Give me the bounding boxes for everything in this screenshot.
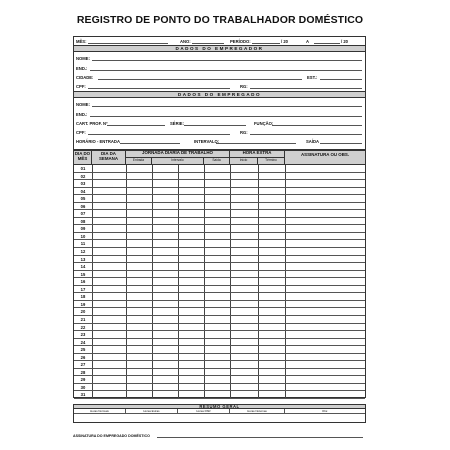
day-number: 28 (80, 369, 86, 375)
horario-entrada-label: HORÁRIO - ENTRADA (76, 139, 120, 144)
table-row[interactable] (74, 195, 365, 203)
day-number: 13 (80, 256, 86, 262)
table-row[interactable] (74, 301, 365, 309)
resumo-horas-normais: Horas Normais (74, 409, 126, 414)
employer-est-field[interactable] (320, 79, 362, 80)
col-saida: Saída (204, 158, 230, 165)
table-row[interactable] (74, 240, 365, 248)
day-number: 30 (80, 384, 86, 390)
mes-field[interactable] (88, 43, 168, 44)
table-row[interactable] (74, 331, 365, 339)
day-number: 04 (80, 188, 86, 194)
table-row[interactable] (74, 173, 365, 181)
day-number: 14 (80, 264, 86, 270)
day-number: 31 (80, 392, 86, 398)
table-row[interactable] (74, 248, 365, 256)
table-row[interactable] (74, 316, 365, 324)
day-number: 15 (80, 271, 86, 277)
employee-funcao-label: FUNÇÃO: (254, 121, 274, 126)
employee-cpf-label: CPF: (76, 130, 86, 135)
day-number: 26 (80, 354, 86, 360)
employee-rg-label: RG: (240, 130, 248, 135)
day-number: 21 (80, 316, 86, 322)
employee-serie-label: SÉRIE: (170, 121, 184, 126)
employer-rg-label: RG: (240, 84, 248, 89)
period-start-field[interactable] (252, 43, 280, 44)
table-row[interactable] (74, 218, 365, 226)
table-row[interactable] (74, 369, 365, 377)
daily-table (73, 150, 366, 398)
day-number: 23 (80, 332, 86, 338)
table-row[interactable] (74, 293, 365, 301)
employer-cpf-field[interactable] (88, 88, 230, 89)
col-dia-semana: DIA DA SEMANA (92, 151, 126, 165)
employee-end-label: END.: (76, 112, 88, 117)
resumo-horas-extras: Horas Extras (126, 409, 178, 414)
table-row[interactable] (74, 263, 365, 271)
table-row[interactable] (74, 391, 365, 399)
day-number: 06 (80, 203, 86, 209)
col-inicio: Início (230, 158, 258, 165)
employer-heading: DADOS DO EMPREGADOR (74, 45, 365, 52)
period-end-field[interactable] (314, 43, 340, 44)
employee-cart-label: CART. PROF. Nº (76, 121, 108, 126)
signature-field[interactable] (157, 437, 363, 438)
table-row[interactable] (74, 180, 365, 188)
resumo-obs: Obs: (285, 409, 365, 414)
intervalo-label: INTERVALO: (194, 139, 220, 144)
employer-cidade-field[interactable] (98, 79, 302, 80)
table-row[interactable] (74, 233, 365, 241)
employee-heading: DADOS DO EMPREGADO (74, 91, 365, 98)
signature-row (73, 434, 150, 438)
resumo-horas-noturnas: Horas Noturnas (230, 409, 285, 414)
table-row[interactable] (74, 376, 365, 384)
resumo-horas-dsr: Horas DSR (178, 409, 230, 414)
employee-nome-label: NOME: (76, 102, 90, 107)
form-title: REGISTRO DE PONTO DO TRABALHADOR DOMÉSTICO (76, 14, 364, 26)
day-number: 27 (80, 362, 86, 368)
day-rows (74, 165, 365, 399)
employer-end-field[interactable] (90, 70, 362, 71)
table-row[interactable] (74, 271, 365, 279)
table-row[interactable] (74, 286, 365, 294)
employer-end-label: END.: (76, 66, 88, 71)
employee-rg-field[interactable] (250, 134, 362, 135)
ano-field[interactable] (192, 43, 224, 44)
day-number: 25 (80, 347, 86, 353)
time-record-form (70, 0, 370, 450)
table-row[interactable] (74, 384, 365, 392)
day-number: 17 (80, 286, 86, 292)
period-start-suffix: / 20 (281, 39, 288, 44)
table-row[interactable] (74, 346, 365, 354)
day-number: 18 (80, 294, 86, 300)
col-dia-mes: DIA DO MÊS (74, 151, 92, 165)
table-row[interactable] (74, 256, 365, 264)
day-number: 29 (80, 377, 86, 383)
saida-label: SAÍDA (306, 139, 320, 144)
resumo-grid (73, 409, 366, 423)
table-row[interactable] (74, 324, 365, 332)
period-a-label: A (306, 39, 310, 44)
period-end-suffix: / 20 (341, 39, 348, 44)
table-row[interactable] (74, 361, 365, 369)
table-row[interactable] (74, 278, 365, 286)
day-number: 07 (80, 211, 86, 217)
table-row[interactable] (74, 188, 365, 196)
day-number: 19 (80, 301, 86, 307)
day-number: 09 (80, 226, 86, 232)
periodo-label: PERÍODO: (230, 39, 251, 44)
day-number: 12 (80, 249, 86, 255)
col-jornada: JORNADA DIÁRIA DE TRABALHO (126, 151, 230, 158)
saida-field[interactable] (320, 143, 362, 144)
col-assinatura: ASSINATURA OU OBS. (285, 151, 365, 165)
day-number: 11 (80, 241, 86, 247)
intervalo-field[interactable] (216, 143, 296, 144)
col-intervalo: Intervalo (152, 158, 204, 165)
employee-cart-field[interactable] (107, 125, 165, 126)
col-hora-extra: HORA EXTRA (230, 151, 285, 158)
ano-label: ANO: (180, 39, 191, 44)
table-row[interactable] (74, 354, 365, 362)
signature-label: ASSINATURA DO EMPREGADO DOMÉSTICO (73, 434, 150, 438)
employer-cpf-label: CPF: (76, 84, 86, 89)
day-number: 08 (80, 218, 86, 224)
mes-label: MÊS: (76, 39, 87, 44)
table-row[interactable] (74, 308, 365, 316)
day-number: 20 (80, 309, 86, 315)
employer-nome-field[interactable] (92, 60, 362, 61)
day-number: 01 (80, 166, 86, 171)
table-row[interactable] (74, 225, 365, 233)
day-number: 22 (80, 324, 86, 330)
table-row[interactable] (74, 210, 365, 218)
day-number: 05 (80, 196, 86, 202)
day-number: 10 (80, 233, 86, 239)
employer-cidade-label: CIDADE: (76, 75, 94, 80)
employer-est-label: EST.: (307, 75, 318, 80)
header-box (73, 36, 366, 150)
day-number: 16 (80, 279, 86, 285)
employee-cpf-field[interactable] (88, 134, 230, 135)
horario-entrada-field[interactable] (120, 143, 180, 144)
employee-end-field[interactable] (90, 116, 362, 117)
col-termino: Término (258, 158, 285, 165)
resumo-heading: RESUMO GERAL (73, 404, 366, 409)
employer-nome-label: NOME: (76, 56, 90, 61)
table-row[interactable] (74, 165, 365, 173)
employee-funcao-field[interactable] (272, 125, 362, 126)
employee-serie-field[interactable] (184, 125, 246, 126)
day-number: 03 (80, 181, 86, 187)
col-entrada: Entrada (126, 158, 152, 165)
day-number: 24 (80, 339, 86, 345)
table-row[interactable] (74, 203, 365, 211)
day-number: 02 (80, 173, 86, 179)
employee-nome-field[interactable] (92, 106, 362, 107)
employer-rg-field[interactable] (250, 88, 362, 89)
table-row[interactable] (74, 339, 365, 347)
